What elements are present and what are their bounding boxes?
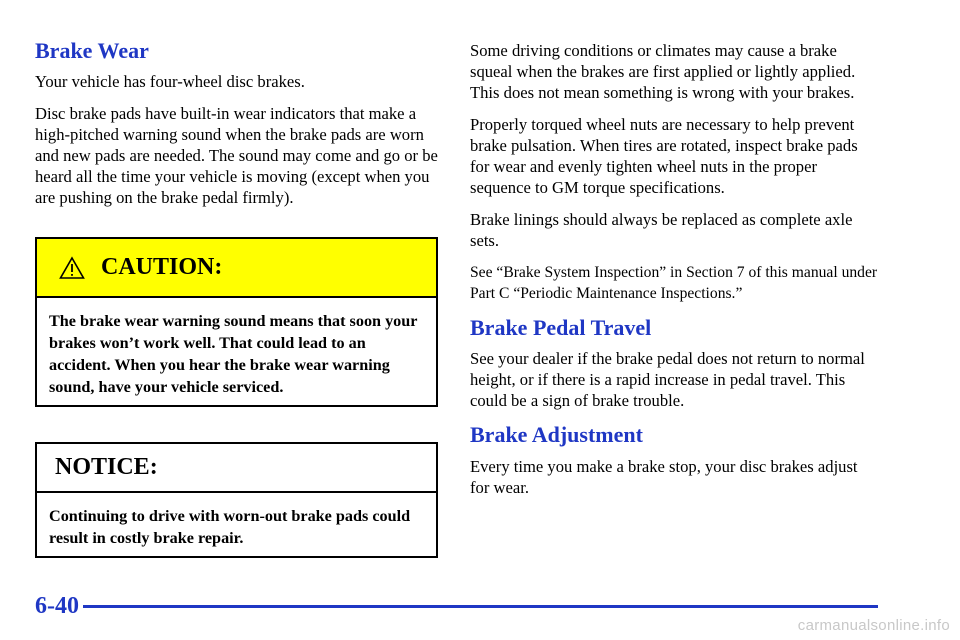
notice-text: Continuing to drive with worn-out brake pads could result in costly brake repair. [49,507,411,547]
brake-pedal-travel-heading: Brake Pedal Travel [470,315,652,340]
four-wheel-disc-paragraph: Your vehicle has four-wheel disc brakes. [35,72,305,92]
warning-triangle-icon [59,256,85,280]
watermark: carmanualsonline.info [797,617,950,634]
caution-title: CAUTION: [101,254,223,280]
pedal-travel-paragraph: See your dealer if the brake pedal does not return to normal height, or if there is a rapid increase in pedal travel. This could be a sign of brake trouble. [470,349,865,411]
brake-squeal-paragraph: Some driving conditions or climates may cause a brake squeal when the brakes are first applied or lightly applied. This does not mean something is wrong with your brakes. [470,41,856,102]
brake-linings-paragraph: Brake linings should always be replaced as complete axle sets. [470,210,853,250]
right-column [470,40,880,509]
footer-rule [83,605,878,608]
brake-wear-heading: Brake Wear [35,38,149,63]
left-column [35,38,440,219]
notice-box [35,442,438,558]
notice-title: NOTICE: [55,454,158,480]
page-number: 6-40 [35,593,79,619]
wear-indicator-paragraph: Disc brake pads have built-in wear indicators that make a high-pitched warning sound when the brake pads are worn and new pads are needed. The sound may come and go or be heard all the time your vehicle is moving (except when you are pushing on the brake pedal firmly). [35,104,438,208]
inspection-reference-paragraph: See “Brake System Inspection” in Section 7 of this manual under Part C “Periodic Maintenance Inspections.” [470,264,878,302]
adjustment-paragraph: Every time you make a brake stop, your disc brakes adjust for wear. [470,456,858,497]
caution-header [37,239,436,298]
caution-text: The brake wear warning sound means that soon your brakes won’t work well. That could lead to an accident. When you hear the brake wear warning sound, have your vehicle serviced. [49,312,418,396]
notice-header [37,444,436,493]
brake-adjustment-heading: Brake Adjustment [470,422,643,448]
wheel-nuts-paragraph: Properly torqued wheel nuts are necessary to help prevent brake pulsation. When tires are rotated, inspect brake pads for wear and evenly tighten wheel nuts in the proper sequence to GM torque specifications. [470,115,858,197]
caution-box [35,237,438,407]
